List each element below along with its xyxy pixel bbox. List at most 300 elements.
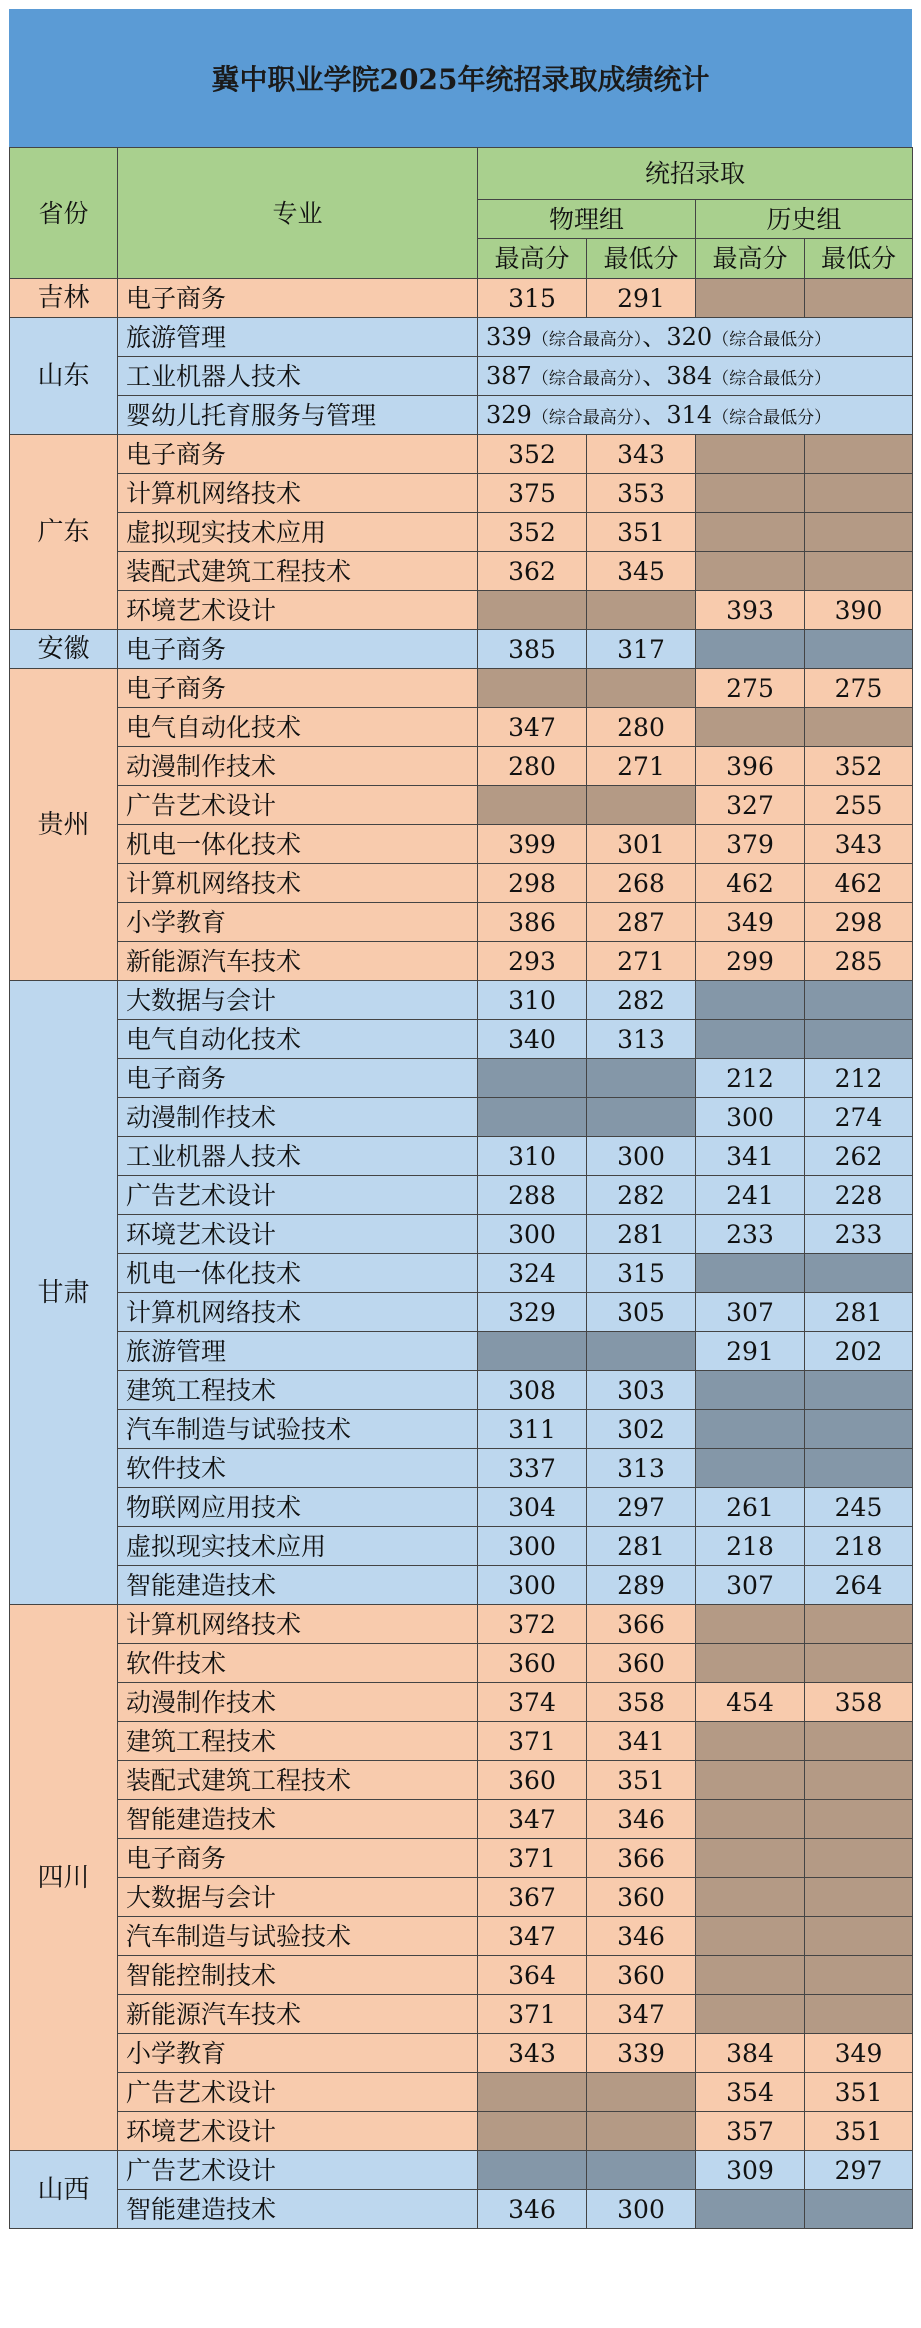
physics-min-cell: 366	[587, 1839, 696, 1878]
table-row	[10, 942, 913, 981]
major-cell: 智能建造技术	[118, 1566, 478, 1605]
combined-max-score: 387	[486, 362, 532, 390]
major-cell: 电子商务	[118, 1059, 478, 1098]
history-max-cell	[696, 1605, 805, 1644]
physics-min-cell: 351	[587, 513, 696, 552]
physics-max-cell: 374	[478, 1683, 587, 1722]
physics-max-cell: 347	[478, 1917, 587, 1956]
history-min-cell	[805, 1644, 913, 1683]
table-row	[10, 708, 913, 747]
history-min-cell	[805, 981, 913, 1020]
table-row	[10, 1254, 913, 1293]
history-max-cell	[696, 1878, 805, 1917]
major-cell: 小学教育	[118, 2034, 478, 2073]
table-row	[10, 1098, 913, 1137]
physics-max-cell: 298	[478, 864, 587, 903]
history-max-cell: 309	[696, 2151, 805, 2190]
history-max-cell	[696, 1254, 805, 1293]
history-max-cell: 218	[696, 1527, 805, 1566]
physics-max-cell: 346	[478, 2190, 587, 2229]
table-row	[10, 474, 913, 513]
history-min-cell: 212	[805, 1059, 913, 1098]
table-row	[10, 513, 913, 552]
combined-max-note: （综合最高分）	[531, 330, 643, 350]
major-cell: 智能建造技术	[118, 1800, 478, 1839]
table-body	[10, 279, 913, 2229]
province-cell: 贵州	[10, 669, 118, 981]
major-cell: 电子商务	[118, 1839, 478, 1878]
history-max-cell	[696, 1644, 805, 1683]
history-min-cell: 233	[805, 1215, 913, 1254]
table-row	[10, 825, 913, 864]
history-max-cell: 241	[696, 1176, 805, 1215]
physics-min-cell	[587, 669, 696, 708]
physics-min-cell: 317	[587, 630, 696, 669]
history-max-cell: 233	[696, 1215, 805, 1254]
physics-min-cell: 300	[587, 1137, 696, 1176]
history-min-cell	[805, 1722, 913, 1761]
major-cell: 动漫制作技术	[118, 1683, 478, 1722]
history-min-cell	[805, 1917, 913, 1956]
history-max-cell	[696, 1761, 805, 1800]
history-max-cell: 261	[696, 1488, 805, 1527]
history-min-cell	[805, 1995, 913, 2034]
physics-min-cell: 303	[587, 1371, 696, 1410]
physics-max-cell	[478, 1332, 587, 1371]
history-min-cell: 264	[805, 1566, 913, 1605]
major-cell: 虚拟现实技术应用	[118, 1527, 478, 1566]
history-min-cell: 285	[805, 942, 913, 981]
history-min-cell	[805, 435, 913, 474]
major-cell: 软件技术	[118, 1644, 478, 1683]
physics-max-cell: 371	[478, 1839, 587, 1878]
physics-min-cell: 346	[587, 1800, 696, 1839]
physics-max-cell: 360	[478, 1761, 587, 1800]
physics-max-cell: 385	[478, 630, 587, 669]
physics-min-cell: 271	[587, 942, 696, 981]
major-cell: 电子商务	[118, 435, 478, 474]
history-max-cell: 393	[696, 591, 805, 630]
physics-min-cell: 289	[587, 1566, 696, 1605]
history-min-cell: 351	[805, 2112, 913, 2151]
table-row	[10, 279, 913, 318]
major-cell: 婴幼儿托育服务与管理	[118, 396, 478, 435]
table-row	[10, 1449, 913, 1488]
history-max-cell: 307	[696, 1566, 805, 1605]
physics-max-cell: 288	[478, 1176, 587, 1215]
physics-max-cell: 343	[478, 2034, 587, 2073]
combined-separator: 、	[642, 401, 667, 429]
major-cell: 汽车制造与试验技术	[118, 1410, 478, 1449]
major-cell: 建筑工程技术	[118, 1722, 478, 1761]
province-cell: 山东	[10, 318, 118, 435]
major-cell: 动漫制作技术	[118, 747, 478, 786]
table-row	[10, 435, 913, 474]
physics-min-cell: 358	[587, 1683, 696, 1722]
combined-min-note: （综合最低分）	[712, 369, 832, 389]
history-min-cell	[805, 1761, 913, 1800]
physics-min-cell: 315	[587, 1254, 696, 1293]
province-cell: 甘肃	[10, 981, 118, 1605]
table-row	[10, 1800, 913, 1839]
major-cell: 计算机网络技术	[118, 474, 478, 513]
history-max-cell: 300	[696, 1098, 805, 1137]
history-min-cell	[805, 552, 913, 591]
combined-max-score: 329	[486, 401, 532, 429]
major-cell: 机电一体化技术	[118, 1254, 478, 1293]
history-max-cell	[696, 1410, 805, 1449]
history-max-cell	[696, 1956, 805, 1995]
history-max-cell	[696, 279, 805, 318]
combined-min-note: （综合最低分）	[712, 408, 832, 428]
header-major: 专业	[118, 148, 478, 279]
physics-max-cell: 399	[478, 825, 587, 864]
table-row	[10, 1293, 913, 1332]
physics-min-cell: 353	[587, 474, 696, 513]
major-cell: 大数据与会计	[118, 1878, 478, 1917]
history-min-cell: 358	[805, 1683, 913, 1722]
history-min-cell: 390	[805, 591, 913, 630]
history-min-cell: 297	[805, 2151, 913, 2190]
physics-max-cell	[478, 786, 587, 825]
physics-max-cell: 347	[478, 1800, 587, 1839]
table-row	[10, 1137, 913, 1176]
history-min-cell	[805, 1410, 913, 1449]
major-cell: 虚拟现实技术应用	[118, 513, 478, 552]
table-row	[10, 747, 913, 786]
physics-min-cell	[587, 2112, 696, 2151]
combined-separator: 、	[642, 362, 667, 390]
physics-max-cell: 300	[478, 1566, 587, 1605]
physics-max-cell: 311	[478, 1410, 587, 1449]
major-cell: 新能源汽车技术	[118, 942, 478, 981]
major-cell: 建筑工程技术	[118, 1371, 478, 1410]
history-min-cell	[805, 1449, 913, 1488]
history-max-cell: 462	[696, 864, 805, 903]
header-history-min: 最低分	[805, 239, 913, 279]
history-max-cell: 212	[696, 1059, 805, 1098]
combined-max-score: 339	[486, 323, 532, 351]
major-cell: 旅游管理	[118, 1332, 478, 1371]
table-row	[10, 1683, 913, 1722]
history-min-cell	[805, 1800, 913, 1839]
table-row	[10, 1995, 913, 2034]
combined-score-cell	[478, 396, 913, 435]
physics-min-cell: 281	[587, 1527, 696, 1566]
history-max-cell: 341	[696, 1137, 805, 1176]
physics-max-cell: 340	[478, 1020, 587, 1059]
history-min-cell: 262	[805, 1137, 913, 1176]
major-cell: 新能源汽车技术	[118, 1995, 478, 2034]
history-min-cell: 275	[805, 669, 913, 708]
history-max-cell	[696, 435, 805, 474]
table-row	[10, 318, 913, 357]
province-cell: 安徽	[10, 630, 118, 669]
physics-max-cell: 386	[478, 903, 587, 942]
physics-max-cell: 372	[478, 1605, 587, 1644]
major-cell: 广告艺术设计	[118, 2073, 478, 2112]
major-cell: 广告艺术设计	[118, 1176, 478, 1215]
combined-min-score: 384	[666, 362, 713, 390]
history-min-cell: 218	[805, 1527, 913, 1566]
physics-min-cell: 341	[587, 1722, 696, 1761]
physics-max-cell: 300	[478, 1527, 587, 1566]
physics-min-cell	[587, 1098, 696, 1137]
physics-max-cell: 371	[478, 1722, 587, 1761]
major-cell: 电子商务	[118, 630, 478, 669]
history-max-cell: 275	[696, 669, 805, 708]
province-cell: 广东	[10, 435, 118, 630]
major-cell: 智能控制技术	[118, 1956, 478, 1995]
history-max-cell: 379	[696, 825, 805, 864]
combined-min-note: （综合最低分）	[712, 330, 832, 350]
history-max-cell	[696, 1722, 805, 1761]
province-cell: 四川	[10, 1605, 118, 2151]
physics-min-cell: 300	[587, 2190, 696, 2229]
physics-max-cell: 360	[478, 1644, 587, 1683]
history-min-cell	[805, 1839, 913, 1878]
history-max-cell	[696, 1917, 805, 1956]
major-cell: 广告艺术设计	[118, 2151, 478, 2190]
physics-max-cell: 308	[478, 1371, 587, 1410]
major-cell: 环境艺术设计	[118, 591, 478, 630]
physics-max-cell: 310	[478, 1137, 587, 1176]
history-min-cell	[805, 1956, 913, 1995]
physics-max-cell: 300	[478, 1215, 587, 1254]
physics-min-cell: 343	[587, 435, 696, 474]
table-row	[10, 1839, 913, 1878]
history-min-cell	[805, 279, 913, 318]
table-row	[10, 669, 913, 708]
physics-max-cell: 347	[478, 708, 587, 747]
table-row	[10, 1605, 913, 1644]
history-min-cell: 281	[805, 1293, 913, 1332]
history-max-cell	[696, 1449, 805, 1488]
table-row	[10, 1722, 913, 1761]
history-max-cell: 357	[696, 2112, 805, 2151]
major-cell: 计算机网络技术	[118, 864, 478, 903]
physics-min-cell: 280	[587, 708, 696, 747]
physics-max-cell: 371	[478, 1995, 587, 2034]
major-cell: 工业机器人技术	[118, 1137, 478, 1176]
table-row	[10, 552, 913, 591]
major-cell: 电气自动化技术	[118, 708, 478, 747]
history-max-cell	[696, 708, 805, 747]
major-cell: 工业机器人技术	[118, 357, 478, 396]
physics-min-cell: 271	[587, 747, 696, 786]
table-row	[10, 1059, 913, 1098]
physics-min-cell	[587, 1332, 696, 1371]
combined-min-score: 314	[666, 401, 713, 429]
history-max-cell: 396	[696, 747, 805, 786]
history-min-cell: 351	[805, 2073, 913, 2112]
physics-min-cell: 281	[587, 1215, 696, 1254]
table-row	[10, 786, 913, 825]
physics-max-cell	[478, 1059, 587, 1098]
physics-min-cell: 345	[587, 552, 696, 591]
physics-max-cell: 310	[478, 981, 587, 1020]
combined-score-cell	[478, 357, 913, 396]
header-physics-max: 最高分	[478, 239, 587, 279]
major-cell: 电子商务	[118, 669, 478, 708]
combined-max-note: （综合最高分）	[531, 408, 643, 428]
history-max-cell	[696, 1800, 805, 1839]
history-min-cell: 245	[805, 1488, 913, 1527]
table-row	[10, 1644, 913, 1683]
table-row	[10, 396, 913, 435]
history-min-cell: 255	[805, 786, 913, 825]
physics-min-cell: 301	[587, 825, 696, 864]
table-row	[10, 1176, 913, 1215]
physics-min-cell: 347	[587, 1995, 696, 2034]
major-cell: 广告艺术设计	[118, 786, 478, 825]
table-row	[10, 357, 913, 396]
table-row	[10, 1410, 913, 1449]
physics-min-cell: 287	[587, 903, 696, 942]
table-row	[10, 1215, 913, 1254]
physics-min-cell: 360	[587, 1956, 696, 1995]
table-row	[10, 1371, 913, 1410]
physics-max-cell: 337	[478, 1449, 587, 1488]
physics-min-cell: 346	[587, 1917, 696, 1956]
combined-score-cell	[478, 318, 913, 357]
table-row	[10, 2034, 913, 2073]
table-row	[10, 630, 913, 669]
physics-min-cell	[587, 591, 696, 630]
major-cell: 计算机网络技术	[118, 1293, 478, 1332]
table-row	[10, 1488, 913, 1527]
history-min-cell: 343	[805, 825, 913, 864]
major-cell: 大数据与会计	[118, 981, 478, 1020]
physics-max-cell: 315	[478, 279, 587, 318]
history-max-cell: 354	[696, 2073, 805, 2112]
history-min-cell	[805, 708, 913, 747]
table-row	[10, 1020, 913, 1059]
history-max-cell: 384	[696, 2034, 805, 2073]
physics-max-cell: 304	[478, 1488, 587, 1527]
table-row	[10, 1878, 913, 1917]
table-row	[10, 2190, 913, 2229]
physics-max-cell: 352	[478, 435, 587, 474]
header-history-group: 历史组	[696, 200, 913, 239]
history-min-cell: 349	[805, 2034, 913, 2073]
physics-max-cell	[478, 591, 587, 630]
history-min-cell	[805, 1878, 913, 1917]
major-cell: 电气自动化技术	[118, 1020, 478, 1059]
history-max-cell	[696, 2190, 805, 2229]
province-cell: 吉林	[10, 279, 118, 318]
physics-min-cell: 282	[587, 1176, 696, 1215]
physics-min-cell: 360	[587, 1878, 696, 1917]
physics-min-cell: 366	[587, 1605, 696, 1644]
history-max-cell: 291	[696, 1332, 805, 1371]
physics-min-cell: 313	[587, 1020, 696, 1059]
physics-max-cell	[478, 1098, 587, 1137]
combined-max-note: （综合最高分）	[531, 369, 643, 389]
table-row	[10, 591, 913, 630]
physics-max-cell	[478, 2151, 587, 2190]
major-cell: 环境艺术设计	[118, 2112, 478, 2151]
history-max-cell	[696, 981, 805, 1020]
major-cell: 汽车制造与试验技术	[118, 1917, 478, 1956]
major-cell: 计算机网络技术	[118, 1605, 478, 1644]
history-min-cell: 274	[805, 1098, 913, 1137]
history-max-cell	[696, 630, 805, 669]
history-min-cell: 462	[805, 864, 913, 903]
history-max-cell	[696, 1020, 805, 1059]
history-min-cell	[805, 513, 913, 552]
major-cell: 小学教育	[118, 903, 478, 942]
major-cell: 装配式建筑工程技术	[118, 552, 478, 591]
major-cell: 机电一体化技术	[118, 825, 478, 864]
physics-min-cell: 313	[587, 1449, 696, 1488]
physics-max-cell: 352	[478, 513, 587, 552]
physics-min-cell: 282	[587, 981, 696, 1020]
history-min-cell	[805, 1254, 913, 1293]
header-admission: 统招录取	[478, 148, 913, 200]
table-row	[10, 2151, 913, 2190]
table-header	[10, 148, 913, 279]
table-row	[10, 1527, 913, 1566]
major-cell: 环境艺术设计	[118, 1215, 478, 1254]
history-min-cell	[805, 630, 913, 669]
physics-min-cell: 297	[587, 1488, 696, 1527]
physics-max-cell: 375	[478, 474, 587, 513]
physics-max-cell: 364	[478, 1956, 587, 1995]
history-max-cell	[696, 513, 805, 552]
table-row	[10, 1332, 913, 1371]
history-min-cell	[805, 1605, 913, 1644]
major-cell: 软件技术	[118, 1449, 478, 1488]
history-min-cell: 228	[805, 1176, 913, 1215]
combined-min-score: 320	[666, 323, 713, 351]
physics-min-cell	[587, 2151, 696, 2190]
header-physics-group: 物理组	[478, 200, 696, 239]
table-row	[10, 2073, 913, 2112]
table-row	[10, 903, 913, 942]
history-max-cell	[696, 1839, 805, 1878]
history-min-cell: 202	[805, 1332, 913, 1371]
physics-max-cell: 293	[478, 942, 587, 981]
physics-min-cell: 351	[587, 1761, 696, 1800]
physics-min-cell: 305	[587, 1293, 696, 1332]
physics-max-cell: 324	[478, 1254, 587, 1293]
table-row	[10, 2112, 913, 2151]
physics-min-cell: 360	[587, 1644, 696, 1683]
header-province: 省份	[10, 148, 118, 279]
admission-score-table	[9, 147, 913, 2229]
history-max-cell: 307	[696, 1293, 805, 1332]
history-min-cell: 298	[805, 903, 913, 942]
history-min-cell	[805, 2190, 913, 2229]
header-physics-min: 最低分	[587, 239, 696, 279]
physics-min-cell: 302	[587, 1410, 696, 1449]
physics-max-cell: 362	[478, 552, 587, 591]
history-min-cell: 352	[805, 747, 913, 786]
physics-min-cell: 339	[587, 2034, 696, 2073]
major-cell: 旅游管理	[118, 318, 478, 357]
combined-separator: 、	[642, 323, 667, 351]
physics-max-cell: 367	[478, 1878, 587, 1917]
major-cell: 装配式建筑工程技术	[118, 1761, 478, 1800]
table-row	[10, 1566, 913, 1605]
table-row	[10, 1761, 913, 1800]
physics-min-cell	[587, 786, 696, 825]
physics-max-cell	[478, 2073, 587, 2112]
page-title: 冀中职业学院2025年统招录取成绩统计	[9, 9, 912, 147]
major-cell: 智能建造技术	[118, 2190, 478, 2229]
history-max-cell	[696, 474, 805, 513]
